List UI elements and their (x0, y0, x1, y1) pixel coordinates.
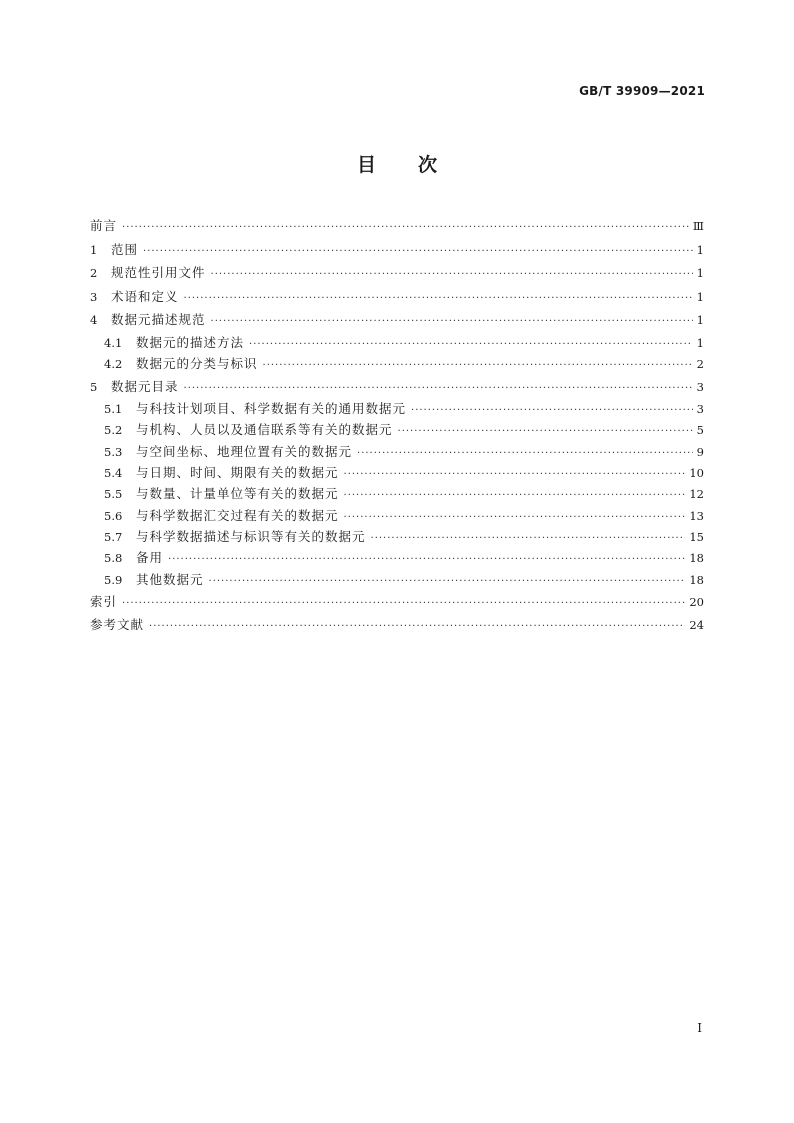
toc-entry-number: 4 (90, 313, 98, 328)
toc-entry[interactable] (90, 505, 704, 526)
toc-entry-number: 5.5 (104, 487, 123, 502)
toc-leader-dots (168, 549, 685, 570)
toc-entry[interactable] (90, 483, 704, 504)
toc-entry-label: 与科技计划项目、科学数据有关的通用数据元 (136, 401, 407, 417)
toc-leader-dots (398, 421, 693, 442)
toc-leader-dots (209, 571, 686, 592)
toc-entry-label: 前言 (90, 218, 118, 233)
toc-entry[interactable] (90, 398, 704, 419)
toc-entry-page: 1 (696, 313, 704, 328)
toc-entry-number: 5.2 (104, 423, 123, 438)
toc-leader-dots (357, 443, 693, 464)
toc-entry-number: 5.3 (104, 444, 123, 459)
toc-leader-dots (411, 400, 693, 421)
toc-entry[interactable] (90, 332, 704, 353)
toc-entry[interactable] (90, 526, 704, 547)
toc-entry-page: 18 (689, 551, 704, 566)
page-title (0, 150, 794, 177)
toc-entry-number: 5.6 (104, 508, 123, 523)
toc-entry-number: 2 (90, 266, 98, 281)
toc-leader-dots (211, 263, 693, 287)
toc-entry-number: 4.1 (104, 335, 123, 350)
toc-entry-page: 10 (689, 466, 704, 481)
toc-entry-number: 5 (90, 379, 98, 394)
toc-entry-label: 范围 (111, 241, 139, 257)
toc-entry[interactable] (90, 613, 704, 637)
toc-entry-number: 5.8 (104, 551, 123, 566)
toc-entry-label: 术语和定义 (111, 288, 179, 304)
toc-entry[interactable] (90, 308, 704, 332)
toc-entry-page: 18 (689, 572, 704, 587)
toc-leader-dots (122, 592, 685, 616)
toc-entry-label: 数据元描述规范 (111, 312, 206, 328)
toc-entry-page: 1 (696, 335, 704, 350)
toc-entry[interactable] (90, 441, 704, 462)
toc-leader-dots (149, 615, 685, 639)
toc-entry-page: 9 (696, 444, 704, 459)
toc-entry-label: 数据元目录 (111, 378, 179, 394)
toc-entry-label: 与日期、时间、期限有关的数据元 (136, 465, 339, 481)
toc-entry-page: 24 (689, 618, 704, 633)
toc-entry-label: 与空间坐标、地理位置有关的数据元 (136, 443, 353, 459)
toc-leader-dots (263, 355, 693, 376)
toc-leader-dots (371, 528, 686, 549)
toc-leader-dots (122, 216, 689, 240)
toc-entry-page: 1 (696, 266, 704, 281)
toc-leader-dots (249, 334, 693, 355)
toc-entry-page: 13 (689, 508, 704, 523)
toc-entry-page: 12 (689, 487, 704, 502)
toc-entry-label: 数据元的分类与标识 (136, 356, 258, 372)
toc-entry[interactable] (90, 261, 704, 285)
toc-entry[interactable] (90, 547, 704, 568)
toc-entry-label: 索引 (90, 593, 118, 609)
toc-entry-page: Ⅲ (692, 219, 704, 233)
toc-entry-page: 2 (696, 357, 704, 372)
toc-entry[interactable] (90, 375, 704, 399)
toc-entry-label: 与科学数据汇交过程有关的数据元 (136, 507, 339, 523)
toc-entry[interactable] (90, 214, 704, 238)
standard-number: GB/T 39909—2021 (579, 84, 705, 98)
toc-entry-page: 3 (696, 402, 704, 417)
toc-entry-label: 与机构、人员以及通信联系等有关的数据元 (136, 422, 393, 438)
toc-entry-number: 3 (90, 289, 98, 304)
toc-entry-number: 5.4 (104, 466, 123, 481)
table-of-contents (90, 214, 704, 637)
toc-entry[interactable] (90, 419, 704, 440)
page-title-char-1: 目 (356, 154, 376, 176)
toc-leader-dots (344, 485, 686, 506)
toc-entry-number: 4.2 (104, 357, 123, 372)
toc-leader-dots (344, 507, 686, 528)
toc-entry-page: 1 (696, 289, 704, 304)
toc-entry-page: 20 (689, 594, 704, 609)
toc-entry-label: 数据元的描述方法 (136, 334, 245, 350)
toc-leader-dots (211, 310, 693, 334)
toc-leader-dots (184, 377, 693, 401)
toc-leader-dots (344, 464, 686, 485)
toc-entry-page: 1 (696, 242, 704, 257)
toc-leader-dots (143, 240, 693, 264)
toc-entry-label: 备用 (136, 550, 164, 566)
toc-entry-page: 15 (689, 529, 704, 544)
toc-entry[interactable] (90, 238, 704, 262)
toc-entry[interactable] (90, 353, 704, 374)
toc-entry-number: 5.7 (104, 529, 123, 544)
toc-entry-label: 与科学数据描述与标识等有关的数据元 (136, 528, 366, 544)
toc-entry-page: 3 (696, 379, 704, 394)
page-number: I (697, 1021, 702, 1035)
toc-entry[interactable] (90, 590, 704, 614)
toc-entry-label: 其他数据元 (136, 571, 204, 587)
page-title-char-2: 次 (418, 154, 438, 176)
toc-entry-page: 5 (696, 423, 704, 438)
toc-entry[interactable] (90, 285, 704, 309)
toc-entry-label: 与数量、计量单位等有关的数据元 (136, 486, 339, 502)
toc-entry-number: 5.9 (104, 572, 123, 587)
toc-leader-dots (184, 287, 693, 311)
toc-entry-label: 规范性引用文件 (111, 265, 206, 281)
toc-entry-number: 5.1 (104, 402, 123, 417)
toc-entry[interactable] (90, 569, 704, 590)
toc-entry[interactable] (90, 462, 704, 483)
toc-entry-number: 1 (90, 242, 98, 257)
toc-entry-label: 参考文献 (90, 617, 145, 633)
